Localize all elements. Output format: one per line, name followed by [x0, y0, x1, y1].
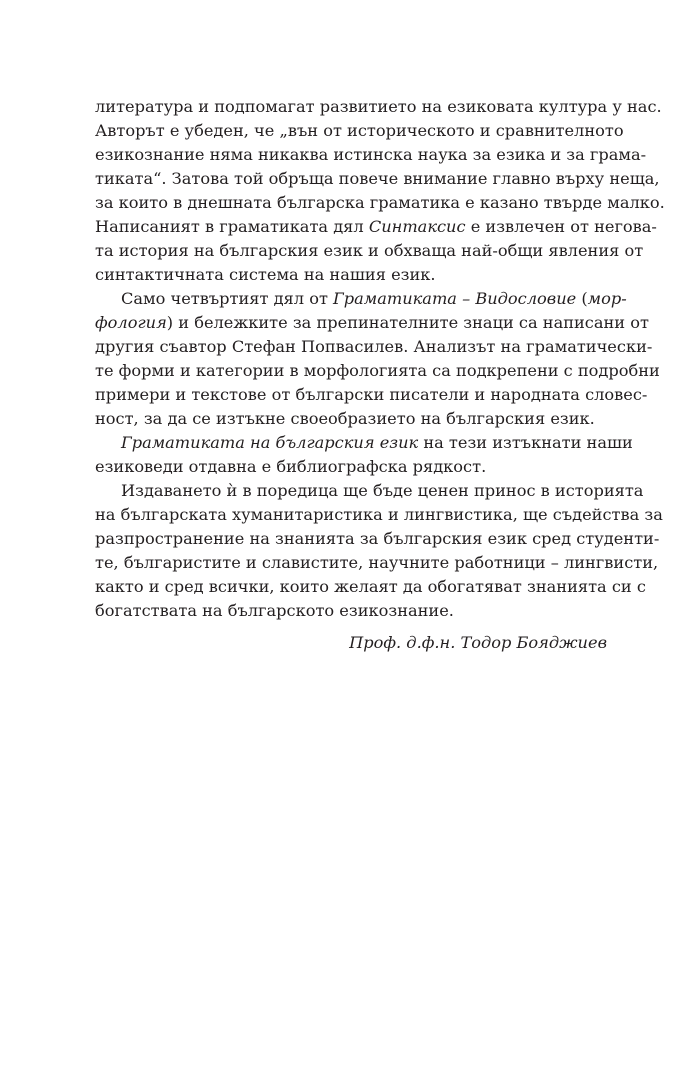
- text-line: езикознание няма никаква истинска наука за езика и за грама-: [95, 145, 647, 164]
- paragraph-2: [95, 287, 660, 431]
- italic-term-syntax: Синтаксис: [368, 217, 466, 236]
- paragraph-1: [95, 95, 665, 287]
- text-line: та история на българския език и обхваща най-общи явления от: [95, 241, 644, 260]
- text-line: [95, 431, 633, 455]
- text-run: ) и бележките за препинателните знаци са написани от: [166, 313, 649, 332]
- text-line: примери и текстове от български писатели и народната словес-: [95, 385, 648, 404]
- text-line: тиката“. Затова той обръща повече внимание главно върху неща,: [95, 169, 660, 188]
- text-line: разпространение на знанията за българския език сред студенти-: [95, 529, 660, 548]
- text-run: Написаният в граматиката дял: [95, 217, 364, 236]
- text-line: те форми и категории в морфологията са подкрепени с подробни: [95, 361, 660, 380]
- text-line: за които в днешната българска граматика е казано твърде малко.: [95, 193, 665, 212]
- text-run: (: [576, 289, 588, 308]
- author-signature: Проф. д.ф.н. Тодор Бояджиев: [349, 633, 607, 652]
- text-line: ност, за да се изтъкне своеобразието на българския език.: [95, 409, 595, 428]
- text-line: както и сред всички, които желаят да обогатяват знанията си с: [95, 577, 646, 596]
- text-line: на българската хуманитаристика и лингвистика, ще съдейства за: [95, 505, 663, 524]
- text-line: Издаването ѝ в поредица ще бъде ценен принос в историята: [121, 481, 644, 500]
- text-line: [95, 287, 627, 311]
- text-line: [95, 215, 657, 239]
- text-line: Авторът е убеден, че „вън от историческото и сравнителното: [95, 121, 624, 140]
- italic-term-morphology: мор-: [587, 289, 627, 308]
- italic-term-morphology: фология: [95, 313, 167, 332]
- text-line: другия съавтор Стефан Попвасилев. Анализът на граматически-: [95, 337, 653, 356]
- text-line: богатствата на българското езикознание.: [95, 601, 454, 620]
- paragraph-3: [95, 431, 633, 479]
- text-line: те, българистите и славистите, научните работници – лингвисти,: [95, 553, 659, 572]
- page-body: [95, 95, 665, 623]
- text-line: литература и подпомагат развитието на езиковата култура у нас.: [95, 97, 662, 116]
- text-line: синтактичната система на нашия език.: [95, 265, 436, 284]
- text-line: езиковеди отдавна е библиографска рядкост.: [95, 457, 487, 476]
- text-run: Само четвъртият дял от: [121, 289, 334, 308]
- paragraph-4: [95, 479, 663, 623]
- text-run: е извлечен от негова-: [465, 217, 657, 236]
- italic-title-grammar: Граматиката – Видословие: [333, 289, 577, 308]
- italic-title-book: Граматиката на българския език: [121, 433, 419, 452]
- text-run: на тези изтъкнати наши: [418, 433, 633, 452]
- text-line: [95, 311, 649, 335]
